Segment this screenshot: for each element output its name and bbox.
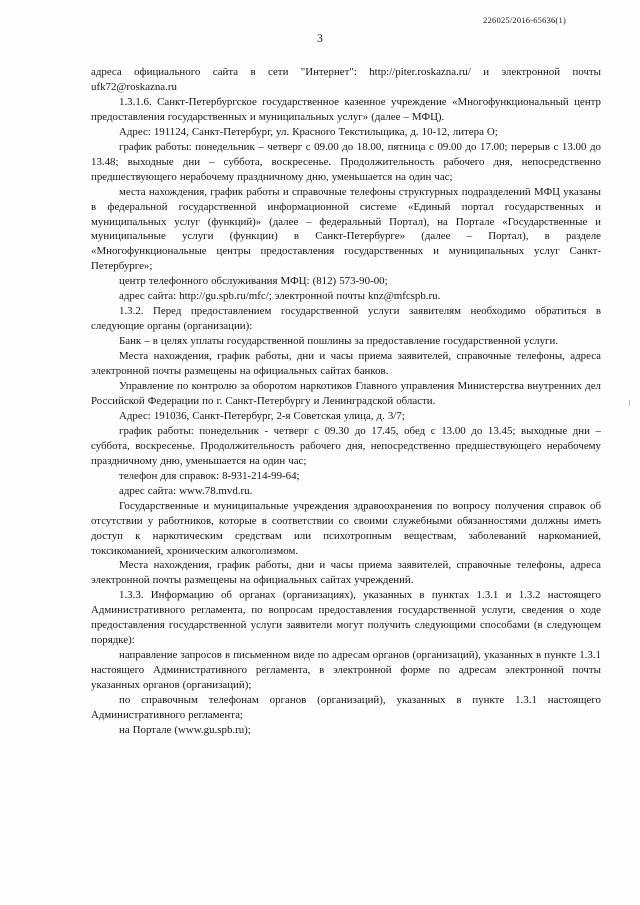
margin-scan-mark [629,400,630,406]
paragraph-treasury-website: адреса официального сайта в сети "Интернет": http://piter.roskazna.ru/ и электронной почты ufk72@roskazna.ru [91,66,601,93]
paragraph-mfc-locations: места нахождения, график работы и справочные телефоны структурных подразделений МФЦ указаны в федеральной государственной информационной системе «Единый портал государственных и муниципальных услуг (функций)» (далее – федеральный Портал), на Портале «Государственные и муниципальные услуги (функции) в Санкт-Петербурге» (далее – Портал), в разделе «Многофункциональные центры предоставления государственных и муниципальных услуг Санкт-Петербурге»; [91,185,601,273]
paragraph-mfc-title: 1.3.1.6. Санкт-Петербургское государственное казенное учреждение «Многофункциональный центр предоставления государственных и муниципальных услуг» (далее – МФЦ). [91,95,601,123]
paragraph-mfc-callcenter: центр телефонного обслуживания МФЦ: (812) 573-90-00; [119,275,388,288]
paragraph-phone-inquiries: по справочным телефонам органов (организаций), указанных в пункте 1.3.1 настоящего Административного регламента; [91,694,601,721]
paragraph-bank: Банк – в целях уплаты государственной пошлины за предоставление государственной услуги. [119,335,559,348]
document-body [91,65,601,738]
paragraph-bank-locations: Места нахождения, график работы, дни и часы приема заявителей, справочные телефоны, адреса электронной почты размещены на официальных сайтах банков. [91,350,601,378]
paragraph-drug-control-schedule: график работы: понедельник - четверг с 09.30 до 17.45, обед с 13.00 до 13.45; выходные дни – суббота, воскресенье. Продолжительность рабочего дня, непосредственно предшествующего нерабочему праздничному дню, уменьшается на один час; [91,424,601,467]
paragraph-health-institutions: Государственные и муниципальные учреждения здравоохранения по вопросу получения справок об отсутствии у работников, которые в соответствии со своими служебными обязанностями должны иметь доступ к наркотическим средствам или психотропным веществам, заболеваний наркоманией, токсикоманией, хроническим алкоголизмом. [91,499,601,557]
page-number: 3 [317,33,323,45]
paragraph-mfc-website: адрес сайта: http://gu.spb.ru/mfc/; электронной почты knz@mfcspb.ru. [119,290,441,303]
paragraph-written-requests: направление запросов в письменном виде по адресам органов (организаций), указанных в пункте 1.3.1 настоящего Административного регламента, в электронной форме по адресам электронной почты указанных органов (организаций); [91,649,601,692]
paragraph-drug-control-title: Управление по контролю за оборотом наркотиков Главного управления Министерства внутренних дел Российской Федерации по г. Санкт-Петербургу и Ленинградской области. [91,380,601,407]
paragraph-section-1-3-2: 1.3.2. Перед предоставлением государственной услуги заявителям необходимо обратиться в следующие органы (организации): [91,305,601,333]
paragraph-mfc-schedule: график работы: понедельник – четверг с 09.00 до 18.00, пятница с 09.00 до 17.00; перерыв с 13.00 до 13.48; выходные дни – суббота, воскресенье. Продолжительность рабочего дня, непосредственно предшествующего нерабочему праздничному дню, уменьшается на один час; [91,140,601,183]
paragraph-drug-control-website: адрес сайта: www.78.mvd.ru. [119,484,253,497]
paragraph-health-locations: Места нахождения, график работы, дни и часы приема заявителей, справочные телефоны, адреса электронной почты размещены на официальных сайтах учреждений. [91,559,601,587]
paragraph-drug-control-phone: телефон для справок: 8-931-214-99-64; [119,469,300,482]
paragraph-portal: на Портале (www.gu.spb.ru); [119,723,251,736]
paragraph-drug-control-address: Адрес: 191036, Санкт-Петербург, 2-я Советская улица, д. 3/7; [119,409,405,422]
document-reference-number: 226025/2016-65636(1) [483,15,566,25]
paragraph-section-1-3-3: 1.3.3. Информацию об органах (организациях), указанных в пунктах 1.3.1 и 1.3.2 настоящего Административного регламента, по вопросам предоставления государственной услуги, сведения о ходе предоставления государственной услуги заявители могут получить следующими способами (в следующем порядке): [91,589,601,647]
paragraph-mfc-address: Адрес: 191124, Санкт-Петербург, ул. Красного Текстильщика, д. 10-12, литера О; [119,125,498,138]
